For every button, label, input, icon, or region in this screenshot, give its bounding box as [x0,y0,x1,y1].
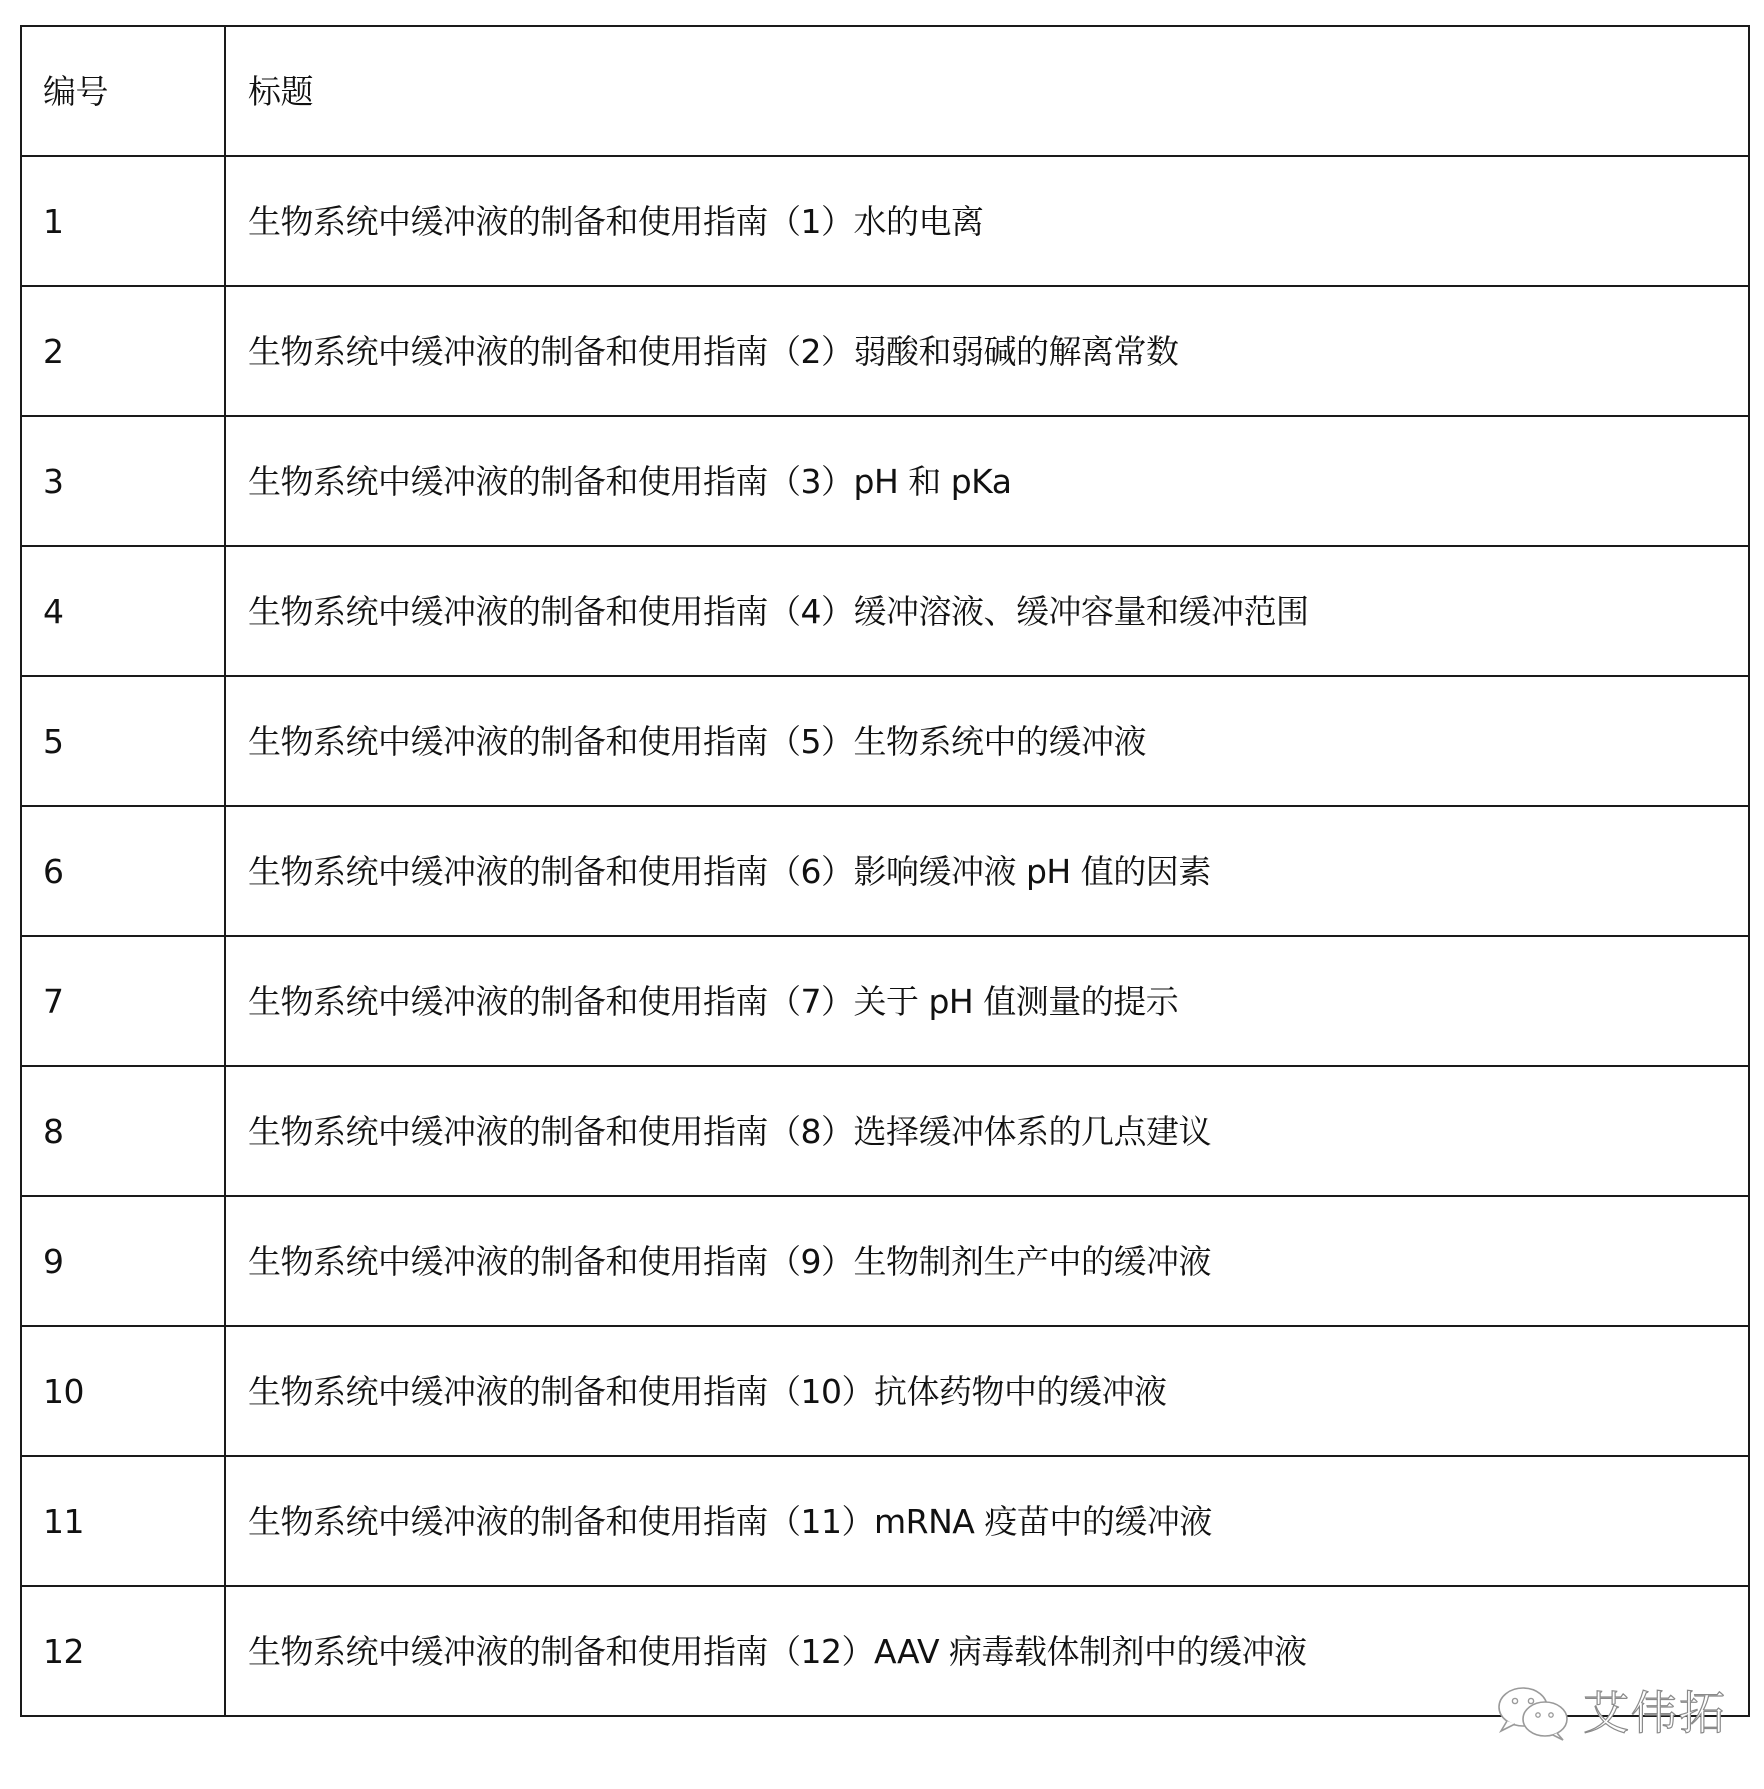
row-title-cell [225,416,1749,546]
row-title-cell [225,936,1749,1066]
row-title: 生物系统中缓冲液的制备和使用指南（8）选择缓冲体系的几点建议 [248,1111,1211,1151]
row-number: 4 [43,591,64,631]
row-number-cell [21,1066,225,1196]
row-title-cell [225,286,1749,416]
row-title: 生物系统中缓冲液的制备和使用指南（6）影响缓冲液 pH 值的因素 [248,851,1211,891]
row-number: 6 [43,851,64,891]
watermark-text: 艾伟拓 [1583,1686,1727,1740]
row-title: 生物系统中缓冲液的制备和使用指南（3）pH 和 pKa [248,461,1012,501]
header-title-label: 标题 [248,71,313,111]
table-row [21,286,1749,416]
row-title-cell [225,1326,1749,1456]
row-number: 1 [43,201,64,241]
table-row [21,806,1749,936]
row-title: 生物系统中缓冲液的制备和使用指南（5）生物系统中的缓冲液 [248,721,1146,761]
table-row [21,1066,1749,1196]
row-number: 8 [43,1111,64,1151]
row-title: 生物系统中缓冲液的制备和使用指南（7）关于 pH 值测量的提示 [248,981,1179,1021]
row-number-cell [21,156,225,286]
row-number: 2 [43,331,64,371]
row-number-cell [21,1586,225,1716]
header-title-cell [225,26,1749,156]
row-number-cell [21,936,225,1066]
row-number: 5 [43,721,64,761]
row-title-cell [225,1066,1749,1196]
row-number-cell [21,416,225,546]
row-title-cell [225,1586,1749,1716]
row-number: 12 [43,1631,84,1671]
row-number-cell [21,546,225,676]
row-title: 生物系统中缓冲液的制备和使用指南（9）生物制剂生产中的缓冲液 [248,1241,1211,1281]
row-title-cell [225,546,1749,676]
table-row [21,1196,1749,1326]
row-number-cell [21,1326,225,1456]
row-number: 7 [43,981,64,1021]
table-header-row [21,26,1749,156]
row-title-cell [225,156,1749,286]
table-row [21,546,1749,676]
row-number: 9 [43,1241,64,1281]
table-row [21,676,1749,806]
row-number: 10 [43,1371,84,1411]
row-number-cell [21,676,225,806]
row-number: 3 [43,461,64,501]
row-title-cell [225,806,1749,936]
row-number-cell [21,806,225,936]
row-title: 生物系统中缓冲液的制备和使用指南（4）缓冲溶液、缓冲容量和缓冲范围 [248,591,1309,631]
table-row [21,156,1749,286]
row-title-cell [225,676,1749,806]
row-title-cell [225,1196,1749,1326]
row-title: 生物系统中缓冲液的制备和使用指南（1）水的电离 [248,201,984,241]
row-number-cell [21,1196,225,1326]
row-title-cell [225,1456,1749,1586]
row-number-cell [21,1456,225,1586]
row-number-cell [21,286,225,416]
header-number-cell [21,26,225,156]
table-row [21,416,1749,546]
table-row [21,1586,1749,1716]
header-number-label: 编号 [43,71,108,111]
row-title: 生物系统中缓冲液的制备和使用指南（2）弱酸和弱碱的解离常数 [248,331,1179,371]
row-title: 生物系统中缓冲液的制备和使用指南（12）AAV 病毒载体制剂中的缓冲液 [248,1631,1307,1671]
row-number: 11 [43,1501,84,1541]
row-title: 生物系统中缓冲液的制备和使用指南（11）mRNA 疫苗中的缓冲液 [248,1501,1212,1541]
table-row [21,1456,1749,1586]
table-row [21,1326,1749,1456]
row-title: 生物系统中缓冲液的制备和使用指南（10）抗体药物中的缓冲液 [248,1371,1167,1411]
article-index-table [20,25,1750,1717]
table-row [21,936,1749,1066]
